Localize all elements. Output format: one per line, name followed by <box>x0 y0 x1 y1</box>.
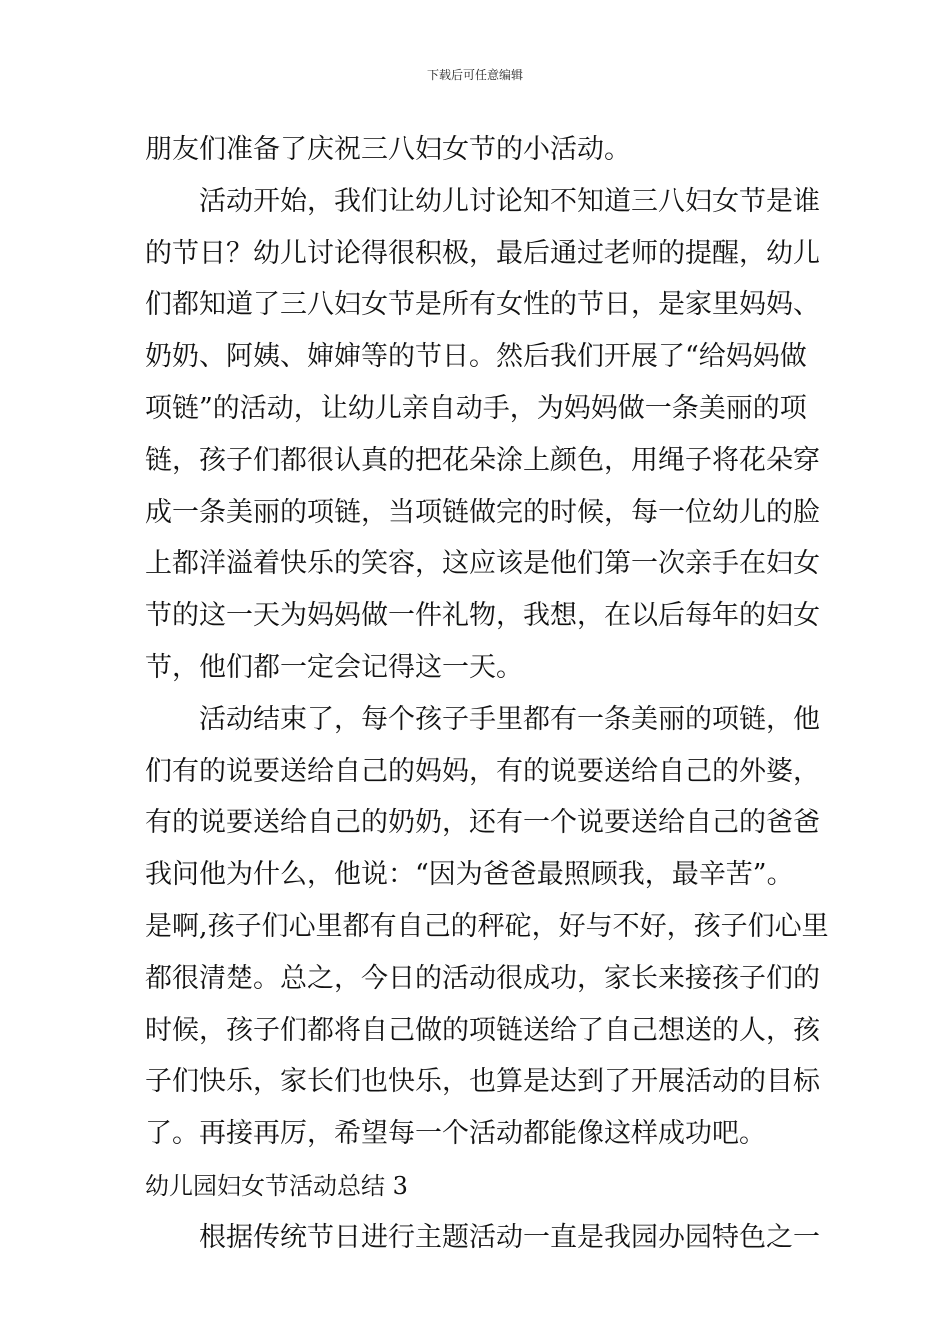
text-line: 的节日？幼儿讨论得很积极，最后通过老师的提醒，幼儿 <box>145 237 820 269</box>
text-line: 成一条美丽的项链，当项链做完的时候，每一位幼儿的脸 <box>145 496 820 528</box>
text-line: 奶奶、阿姨、婶婶等的节日。然后我们开展了“给妈妈做 <box>145 341 807 373</box>
text-line: 朋友们准备了庆祝三八妇女节的小活动。 <box>145 134 631 165</box>
text-line: 活动开始，我们让幼儿讨论知不知道三八妇女节是谁 <box>199 185 820 217</box>
text-line: 项链”的活动，让幼儿亲自动手，为妈妈做一条美丽的项 <box>145 392 807 424</box>
text-line: 链，孩子们都很认真的把花朵涂上颜色，用绳子将花朵穿 <box>145 444 820 476</box>
text-line: 根据传统节日进行主题活动一直是我园办园特色之一 <box>199 1221 820 1253</box>
text-line: 都很清楚。总之，今日的活动很成功，家长来接孩子们的 <box>145 962 820 994</box>
text-line: 时候，孩子们都将自己做的项链送给了自己想送的人，孩 <box>145 1014 820 1046</box>
text-line: 们有的说要送给自己的妈妈，有的说要送给自己的外婆， <box>145 755 820 787</box>
text-line: 们都知道了三八妇女节是所有女性的节日，是家里妈妈、 <box>145 289 820 321</box>
text-line: 活动结束了，每个孩子手里都有一条美丽的项链，他 <box>199 703 820 735</box>
text-line: 了。再接再厉，希望每一个活动都能像这样成功吧。 <box>145 1118 766 1150</box>
text-line: 节，他们都一定会记得这一天。 <box>145 651 523 683</box>
text-line: 有的说要送给自己的奶奶，还有一个说要送给自己的爸爸 <box>145 807 820 839</box>
page-header: 下载后可任意编辑 <box>426 68 523 82</box>
text-line: 上都洋溢着快乐的笑容，这应该是他们第一次亲手在妇女 <box>145 548 820 580</box>
text-line: 子们快乐，家长们也快乐，也算是达到了开展活动的目标 <box>145 1066 820 1098</box>
section-heading: 幼儿园妇女节活动总结 3 <box>145 1171 408 1200</box>
text-line: 我问他为什么，他说：“因为爸爸最照顾我，最辛苦”。 <box>145 859 794 891</box>
document-body <box>145 128 829 1268</box>
text-line: 是啊,孩子们心里都有自己的秤砣，好与不好，孩子们心里 <box>145 910 829 942</box>
text-line: 节的这一天为妈妈做一件礼物，我想，在以后每年的妇女 <box>145 600 820 632</box>
